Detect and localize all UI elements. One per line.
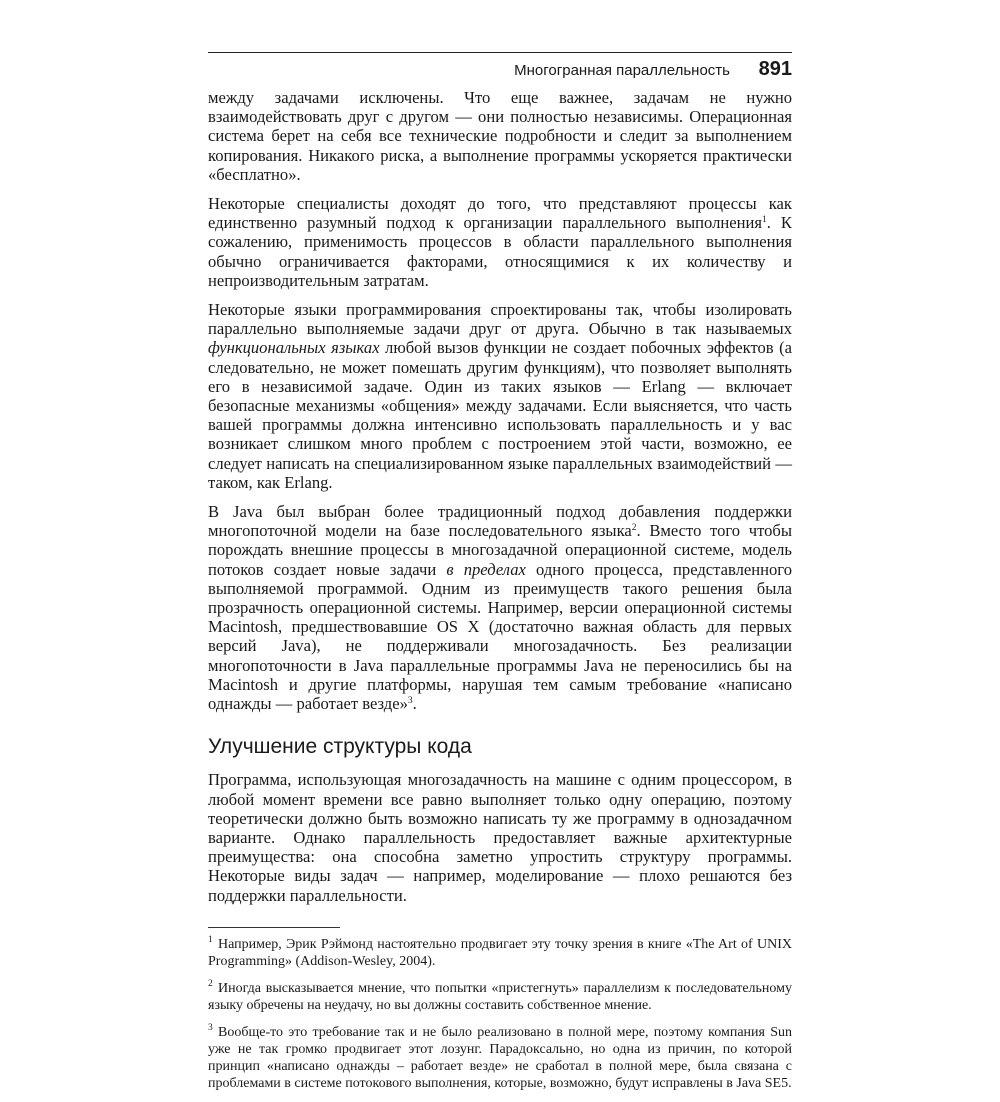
paragraph-3-emphasis: функциональных языках (208, 338, 380, 358)
running-head-title: Многогранная параллельность (514, 62, 730, 79)
paragraph-2-text-a: Некоторые специалисты доходят до того, что представляют процессы как единственно разумный подход к организации параллельного выполнения (208, 194, 792, 233)
paragraph-4-text-b: . Вместо того чтобы порождать внешние процессы в многозадачной операционной системе, модель потоков создает новые задачи (208, 521, 793, 579)
section-heading: Улучшение структуры кода (208, 735, 472, 759)
footnote-1: $^1$ Например, Эрик Рэймонд настоятельно продвигает эту точку зрения в книге «The Art of UNIX Programming» (Addison-Wesley, 2004). (208, 934, 792, 969)
paragraph-3 (208, 300, 792, 492)
page-number: 891 (758, 58, 792, 80)
paragraph-3-text-b: любой вызов функции не создает побочных эффектов (а следовательно, не может помешать другим функциям), что позволяет выполнять его в независимой задаче. Один из таких языков — Erlang — включает безопасные механизмы «общения» между задачами. Если выясняется, что часть вашей программы должна интенсивно использовать параллельность и у вас возникает слишком много проблем с построением этой части, возможно, ее следует написать на специализированном языке параллельных взаимодействий — таком, как Erlang. (208, 338, 793, 492)
paragraph-4-text-a: В Java был выбран более традиционный подход добавления поддержки многопоточной модели на базе последовательного языка (208, 502, 792, 541)
body-text (208, 88, 792, 1102)
footnote-ref-2: 2 (631, 523, 637, 534)
header-rule (208, 52, 792, 53)
paragraph-4-text-c: одного процесса, представленного выполняемой программой. Одним из преимуществ такого решения была прозрачность операционной системы. Например, версии операционной системы Macintosh, предшествовавшие OS X (достаточно важная область для первых версий Java), не поддерживали многозадачность. Без реализации многопоточности в Java параллельные программы Java не переносились бы на Macintosh и другие платформы, нарушая тем самым требование «написано однажды — работает везде» (208, 559, 792, 714)
section-paragraph: Программа, использующая многозадачность на машине с одним процессором, в любой момент времени все равно выполняет только одну операцию, поэтому теоретически должно быть возможно написать ту же программу в однозадачном варианте. Однако параллельность предоставляет важные архитектурные преимущества: она способна заметно упростить структуру программы. Некоторые виды задач — например, моделирование — плохо решаются без поддержки параллельности. (208, 770, 792, 905)
paragraph-2 (208, 194, 792, 290)
paragraph-2-text-b: . К сожалению, применимость процессов в области параллельного выполнения обычно ограничивается факторами, относящимися к их количеству и непроизводительным затратам. (208, 213, 792, 290)
footnote-ref-1: 1 (762, 215, 767, 226)
paragraph-4 (208, 502, 792, 713)
paragraph-3-text-a: Некоторые языки программирования спроектированы так, чтобы изолировать параллельно выполняемые задачи друг от друга. Обычно в так называемых (208, 300, 792, 339)
running-head (208, 58, 792, 84)
paragraph-1-text: между задачами исключены. Что еще важнее, задачам не нужно взаимодействовать друг с другом — они полностью независимы. Операционная система берет на себя все технические подробности и следит за выполнением копирования. Никакого риска, а выполнение программы ускоряется практически «бесплатно». (208, 88, 792, 184)
paragraph-4-text-d: . (412, 694, 417, 714)
footnote-ref-3: 3 (407, 696, 413, 707)
footnote-2: $^2$ Иногда высказывается мнение, что попытки «пристегнуть» параллелизм к последовательному языку обречены на неудачу, но вы должны составить собственное мнение. (208, 978, 792, 1013)
footnote-rule (208, 927, 340, 928)
footnote-2-text: Иногда высказывается мнение, что попытки «пристегнуть» параллелизм к последовательному языку обречены на неудачу, но вы должны составить собственное мнение. (208, 980, 792, 1013)
footnote-3: $^3$ Вообще-то это требование так и не было реализовано в полной мере, поэтому компания Sun уже не так громко продвигает этот лозунг. Парадоксально, но одна из причин, по которой принцип «написано однажды – работает везде» не сработал в полной мере, была связана с проблемами в системе потокового выполнения, которые, возможно, будут исправлены в Java SE5. (208, 1022, 792, 1091)
footnote-1-text: Например, Эрик Рэймонд настоятельно продвигает эту точку зрения в книге «The Art of UNIX Programming» (Addison-Wesley, 2004). (208, 936, 792, 969)
footnote-3-text: Вообще-то это требование так и не было реализовано в полной мере, поэтому компания Sun уже не так громко продвигает этот лозунг. Парадоксально, но одна из причин, по которой принцип «написано однажды – работает везде» не сработал в полной мере, была связана с проблемами в системе потокового выполнения, которые, возможно, будут исправлены в Java SE5. (208, 1024, 792, 1091)
paragraph-4-emphasis: в пределах (446, 559, 526, 579)
paragraph-1 (208, 88, 792, 184)
